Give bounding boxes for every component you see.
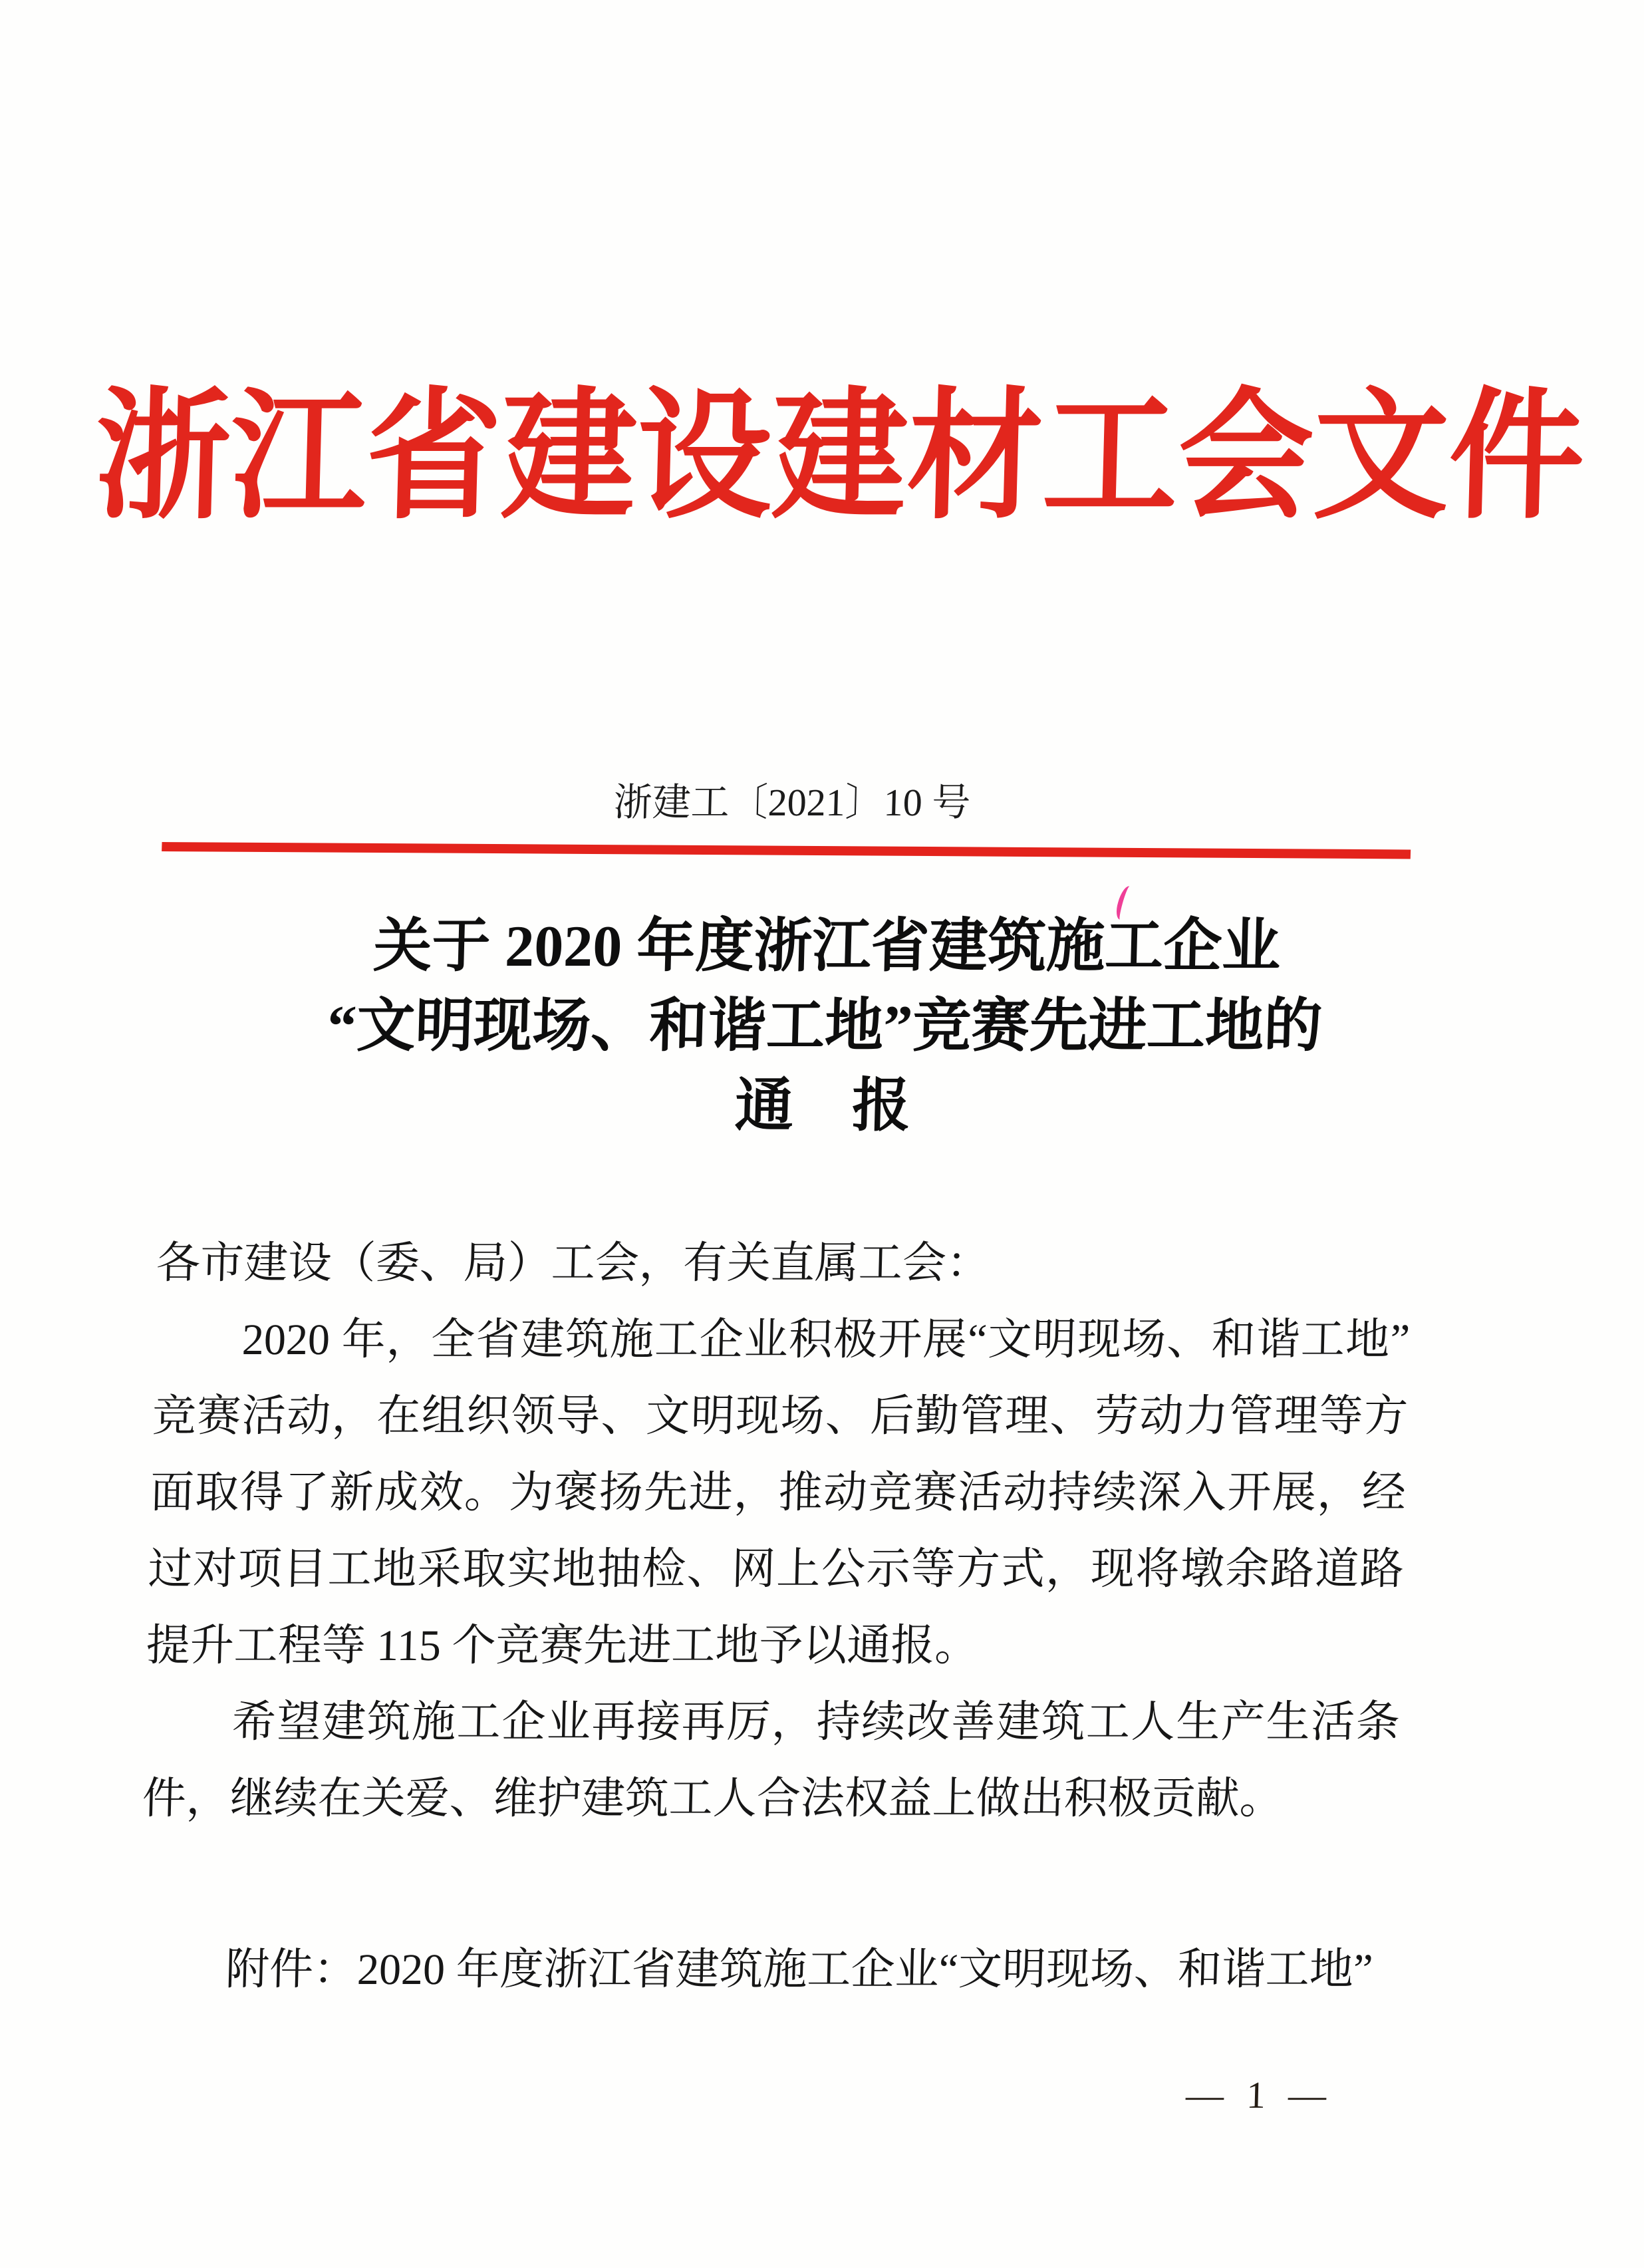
document-number: 浙建工〔2021〕10 号	[613, 781, 972, 824]
body-line: 2020 年，全省建筑施工企业积极开展“文明现场、和谐工地”	[241, 1316, 1411, 1364]
title-line-1: 关于 2020 年度浙江省建筑施工企业	[372, 915, 1282, 979]
title-line-3: 通 报	[734, 1074, 912, 1139]
document-title	[0, 907, 1644, 1147]
body-line: 提升工程等 115 个竞赛先进工地予以通报。	[145, 1622, 980, 1670]
body-line: 竞赛活动，在组织领导、文明现场、后勤管理、劳动力管理等方	[151, 1392, 1409, 1441]
document-body	[137, 1225, 1413, 2008]
letterhead-title: 浙江省建设建材工会文件	[93, 379, 1587, 535]
attachment-line: 附件：2020 年度浙江省建筑施工企业“文明现场、和谐工地”	[225, 1945, 1374, 1994]
red-divider-rule	[162, 842, 1411, 859]
body-line: 件，继续在关爱、维护建筑工人合法权益上做出积极贡献。	[141, 1774, 1284, 1823]
salutation-line: 各市建设（委、局）工会，有关直属工会：	[155, 1239, 991, 1288]
blank-line-spacer	[139, 1837, 1397, 1931]
body-line: 过对项目工地采取实地抽检、网上公示等方式，现将墩余路道路	[147, 1545, 1405, 1594]
document-number-row	[8, 777, 1644, 829]
page-number: — 1 —	[1185, 2074, 1333, 2116]
body-line: 面取得了新成效。为褒扬先进，推动竞赛活动持续深入开展，经	[149, 1469, 1407, 1517]
title-line-2: “文明现场、和谐工地”竞赛先进工地的	[326, 994, 1323, 1059]
body-line: 希望建筑施工企业再接再厉，持续改善建筑工人生产生活条	[231, 1698, 1401, 1747]
